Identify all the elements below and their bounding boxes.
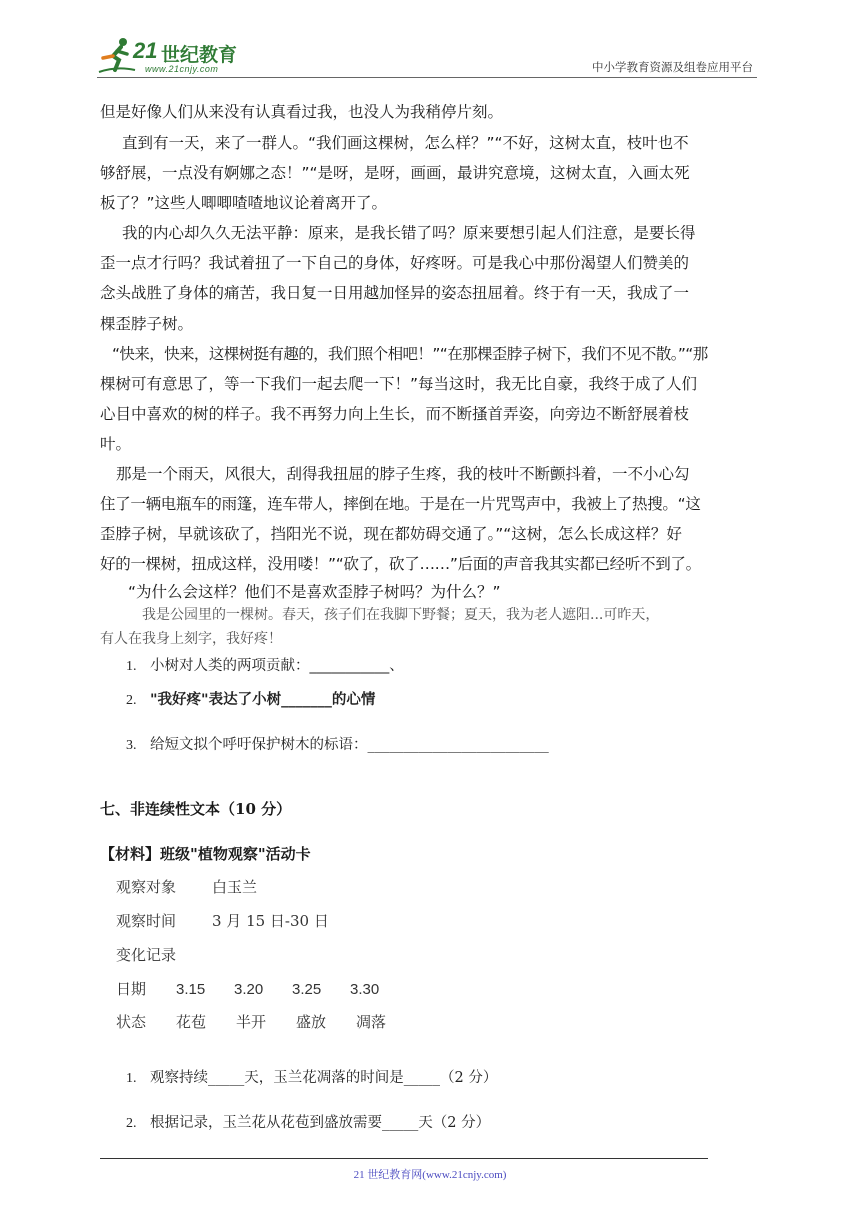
- story-line: 棵树可有意思了，等一下我们一起去爬一下！”每当这时，我无比自豪，我终于成了人们: [100, 375, 698, 393]
- story-line: 叶。: [100, 435, 132, 453]
- question-item: [126, 1111, 490, 1132]
- story-line: 住了一辆电瓶车的雨篷，连车带人，摔倒在地。于是在一片咒骂声中，我被上了热搜。“这: [100, 495, 701, 513]
- page-footer: 21 世纪教育网(www.21cnjy.com): [353, 1169, 507, 1181]
- card-row-states: [116, 1011, 416, 1032]
- passage-line: 有人在我身上刻字，我好疼！: [100, 631, 282, 647]
- time-value: 3 月 15 日-30 日: [212, 912, 329, 930]
- card-row-dates: [116, 978, 408, 999]
- story-line: 我的内心却久久无法平静：原来，是我长错了吗？原来要想引起人们注意，是要长得: [122, 224, 696, 242]
- state-cell: 半开: [236, 1013, 267, 1031]
- state-cell: 花苞: [176, 1013, 207, 1031]
- question-number: 2.: [126, 693, 137, 708]
- question-number: 2.: [126, 1116, 137, 1131]
- story-line: 那是一个雨天，风很大，刮得我扭屈的脖子生疼，我的枝叶不断颤抖着，一不小心勾: [116, 465, 690, 483]
- passage-line: 我是公园里的一棵树。春天，孩子们在我脚下野餐；夏天，我为老人遮阳...可昨天，: [142, 607, 660, 623]
- state-label: 状态: [116, 1013, 147, 1031]
- footer-divider: [100, 1158, 708, 1159]
- story-line: 够舒展，一点没有婀娜之态！”“是呀，是呀，画画，最讲究意境，这树太直，入画太死: [100, 164, 690, 182]
- object-value: 白玉兰: [212, 878, 258, 896]
- question-text: 小树对人类的两项贡献：___________、: [150, 658, 404, 674]
- platform-name: 中小学教育资源及组卷应用平台: [592, 60, 753, 74]
- logo-text: 世纪教育: [161, 44, 238, 66]
- material-title: 【材料】班级"植物观察"活动卡: [100, 845, 311, 863]
- date-cell: 3.25: [292, 981, 322, 998]
- question-text: "我好疼"表达了小树_______的心情: [150, 692, 376, 708]
- state-cell: 凋落: [356, 1013, 387, 1031]
- story-line: 板了？”这些人唧唧喳喳地议论着离开了。: [100, 194, 388, 212]
- card-row-time: [116, 910, 329, 931]
- object-label: 观察对象: [116, 878, 177, 896]
- story-line: 直到有一天，来了一群人。“我们画这棵树，怎么样？”“不好，这树太直，枝叶也不: [122, 134, 689, 152]
- site-logo: [97, 36, 262, 76]
- header-divider: [97, 77, 757, 78]
- story-line: 棵歪脖子树。: [100, 315, 194, 333]
- question-number: 1.: [126, 1071, 137, 1086]
- question-number: 3.: [126, 738, 137, 753]
- question-text: 观察持续_____天，玉兰花凋落的时间是_____（2 分）: [150, 1070, 498, 1086]
- story-line: “为什么会这样？他们不是喜欢歪脖子树吗？为什么？”: [128, 583, 501, 601]
- story-line: 念头战胜了身体的痛苦，我日复一日用越加怪异的姿态扭屈着。终于有一天，我成了一: [100, 284, 690, 302]
- question-text: 根据记录，玉兰花从花苞到盛放需要_____天（2 分）: [150, 1115, 491, 1131]
- question-item: [126, 654, 404, 675]
- date-cell: 3.30: [350, 981, 380, 998]
- story-line: 但是好像人们从来没有认真看过我，也没人为我稍停片刻。: [100, 103, 504, 121]
- section-heading: 七、非连续性文本（10 分）: [100, 800, 292, 818]
- page-header: [97, 32, 757, 78]
- question-text: 给短文拟个呼吁保护树木的标语：_________________________: [150, 737, 549, 753]
- story-line: 好的一棵树，扭成这样，没用喽！”“砍了，砍了……”后面的声音我其实都已经听不到了。: [100, 555, 701, 573]
- card-row-object: [116, 876, 257, 897]
- state-cell: 盛放: [296, 1013, 327, 1031]
- date-cell: 3.15: [176, 981, 206, 998]
- question-number: 1.: [126, 659, 137, 674]
- date-label: 日期: [116, 980, 147, 998]
- runner-icon: [97, 36, 137, 76]
- time-label: 观察时间: [116, 912, 177, 930]
- story-line: “快来，快来，这棵树挺有趣的，我们照个相吧！”“在那棵歪脖子树下，我们不见不散。”“那: [112, 345, 708, 363]
- question-item: [126, 733, 549, 754]
- story-line: 歪一点才行吗？我试着扭了一下自己的身体，好疼呀。可是我心中那份渴望人们赞美的: [100, 254, 690, 272]
- logo-number: 21: [133, 38, 158, 63]
- card-row-record: [116, 944, 176, 965]
- story-line: 心目中喜欢的树的样子。我不再努力向上生长，而不断搔首弄姿，向旁边不断舒展着枝: [100, 405, 690, 423]
- question-item: [126, 1066, 497, 1087]
- date-cell: 3.20: [234, 981, 264, 998]
- record-label: 变化记录: [116, 946, 177, 964]
- logo-url: www.21cnjy.com: [145, 64, 219, 74]
- question-item: [126, 688, 375, 709]
- story-line: 歪脖子树，早就该砍了，挡阳光不说，现在都妨碍交通了。”“这树，怎么长成这样？好: [100, 525, 682, 543]
